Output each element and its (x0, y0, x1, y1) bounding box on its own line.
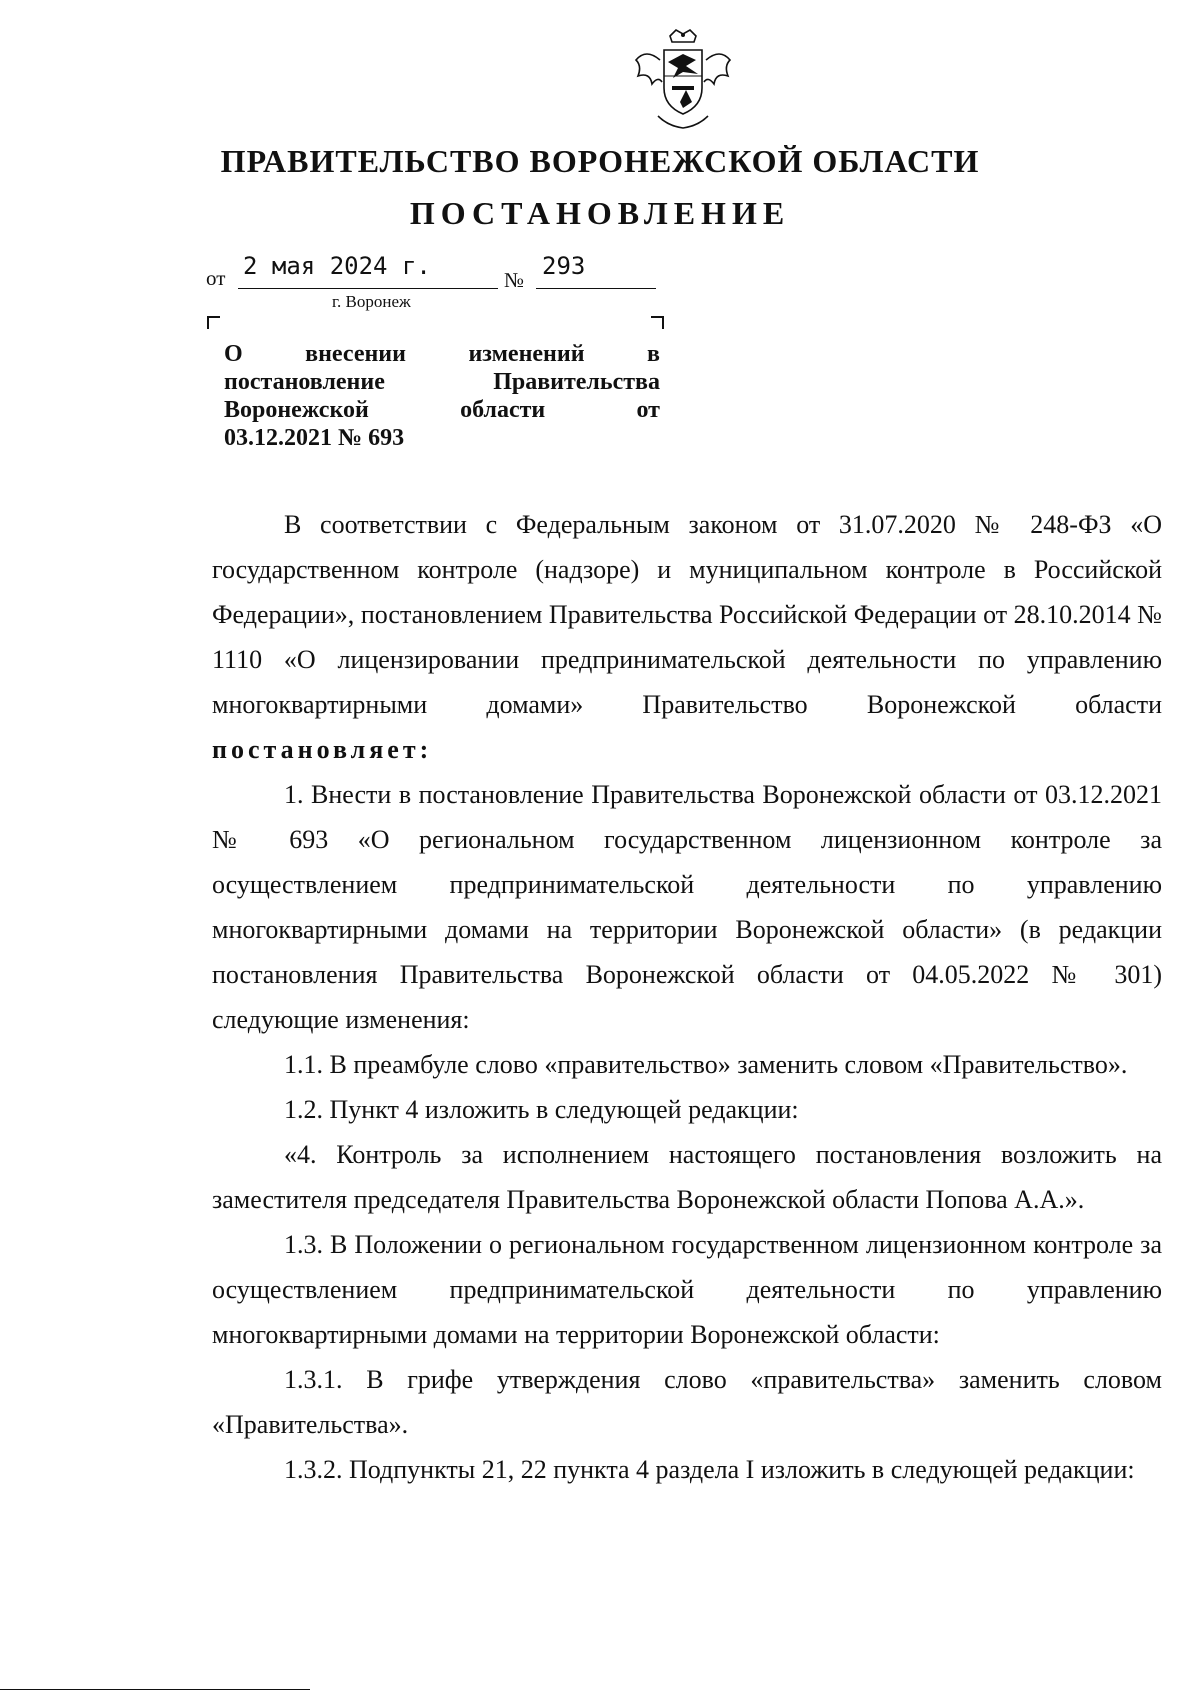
clause-1-2: 1.2. Пункт 4 изложить в следующей редакции: (284, 1095, 799, 1124)
preamble-text: В соответствии с Федеральным законом от 31.07.2020 № 248-ФЗ «О государственном контроле (надзоре) и муниципальном контроле в Российской Федерации», постановлением Правительства Российской Федерации от 28.10.2014 № 1110 «О лицензировании предпринимательской деятельности по управлению многоквартирными домами» Правительство Воронежской области (212, 510, 1162, 719)
clause-1: 1. Внести в постановление Правительства Воронежской области от 03.12.2021 № 693 «О региональном государственном лицензионном контроле за осуществлением предпринимательской деятельности по управлению многоквартирными домами на территории Воронежской области» (в редакции постановления Правительства Воронежской области от 04.05.2022 № 301) следующие изменения: (212, 780, 1162, 1034)
clause-1-2-text: «4. Контроль за исполнением настоящего постановления возложить на заместителя председателя Правительства Воронежской области Попова А.А.». (212, 1140, 1162, 1214)
clause-1-3: 1.3. В Положении о региональном государственном лицензионном контроле за осуществлением предпринимательской деятельности по управлению многоквартирными домами на территории Воронежской области: (212, 1230, 1162, 1349)
subject-line: 03.12.2021 № 693 (224, 425, 405, 451)
footnote-rule (0, 1689, 310, 1690)
subject-line: Воронежской области от (224, 397, 660, 423)
document-type: ПОСТАНОВЛЕНИЕ (409, 195, 791, 231)
document-date: 2 мая 2024 г. (243, 252, 431, 280)
date-underline (238, 288, 498, 289)
government-title: ПРАВИТЕЛЬСТВО ВОРОНЕЖСКОЙ ОБЛАСТИ (220, 143, 980, 179)
preamble-paragraph (212, 502, 1162, 772)
number-underline (536, 288, 656, 289)
city: г. Воронеж (332, 292, 411, 311)
clause-1-1: 1.1. В преамбуле слово «правительство» заменить словом «Правительство». (284, 1050, 1128, 1079)
document-body (212, 502, 1162, 1492)
clause-1-3-2: 1.3.2. Подпункты 21, 22 пункта 4 раздела I изложить в следующей редакции: (284, 1455, 1135, 1484)
subject-corner-right (651, 316, 664, 329)
resolves-word: постановляет: (212, 735, 433, 764)
coat-of-arms-icon (628, 26, 738, 136)
number-label: № (504, 268, 525, 292)
date-number-row (206, 252, 666, 292)
clause-1-3-1: 1.3.1. В грифе утверждения слово «правительства» заменить словом «Правительства». (212, 1365, 1162, 1439)
subject-corner-left (207, 316, 220, 329)
document-subject (224, 340, 660, 452)
document-number: 293 (542, 252, 586, 280)
subject-line: постановление Правительства (224, 369, 660, 395)
subject-line: О внесении изменений в (224, 341, 660, 367)
date-label: от (206, 266, 226, 290)
